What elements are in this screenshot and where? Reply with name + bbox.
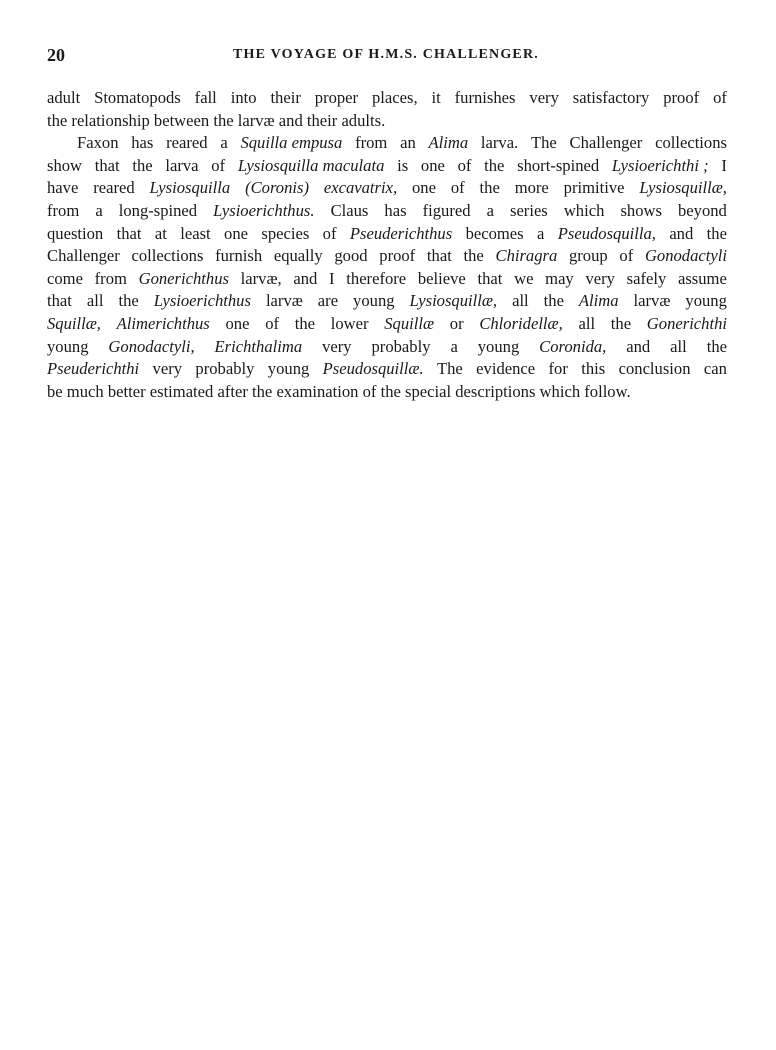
word: a	[220, 133, 228, 153]
word: of	[619, 246, 634, 266]
word: all	[578, 313, 596, 333]
word: primitive	[563, 178, 625, 198]
word: Pseudosquillæ.	[322, 359, 424, 379]
word: one	[420, 155, 445, 175]
text-line	[47, 336, 727, 359]
word: Claus	[330, 200, 369, 220]
word: Gonerichthi	[646, 313, 727, 333]
word: Lysiosquilla maculata	[237, 155, 385, 175]
text-line	[47, 223, 727, 246]
word: Pseudosquilla,	[557, 223, 656, 243]
word: that	[426, 246, 452, 266]
word: Challenger	[47, 246, 120, 266]
word: Faxon	[77, 133, 119, 153]
word: show	[47, 155, 83, 175]
word: Alimerichthus	[116, 313, 210, 333]
text-line	[47, 268, 727, 291]
word: that	[47, 291, 72, 311]
word: probably	[371, 336, 431, 356]
word: of	[450, 178, 465, 198]
word: which	[563, 200, 605, 220]
word: very	[585, 268, 615, 288]
text-line	[47, 110, 727, 133]
word: I	[329, 268, 335, 288]
word: series	[509, 200, 548, 220]
text-line	[47, 132, 727, 155]
word: Chiragra	[495, 246, 558, 266]
text-line	[47, 177, 727, 200]
word: excavatrix,	[323, 178, 398, 198]
word: and	[669, 223, 694, 243]
word: larva.	[480, 133, 519, 153]
word: Squilla empusa	[240, 133, 343, 153]
word: Gonodactyli,	[108, 336, 195, 356]
word: Alima	[428, 133, 469, 153]
word: that	[116, 223, 142, 243]
word: Coronida,	[539, 336, 607, 356]
word: and	[293, 268, 318, 288]
word: from	[355, 133, 388, 153]
word: fall	[194, 88, 217, 107]
word: lower	[330, 313, 369, 333]
word: a	[537, 223, 545, 243]
word: and	[626, 336, 651, 356]
word: very	[322, 336, 352, 356]
word: from	[47, 200, 80, 220]
word: larvæ	[265, 291, 303, 311]
word: furnishes	[454, 88, 516, 107]
text-line	[47, 87, 727, 110]
word: or	[449, 313, 464, 333]
word: good	[334, 246, 368, 266]
word: proof	[663, 88, 700, 107]
word: places,	[371, 88, 418, 107]
word: The	[530, 133, 557, 153]
word: collections	[655, 133, 727, 153]
word: Pseuderichthi	[47, 359, 140, 379]
word: evidence	[476, 359, 536, 379]
word: may	[545, 268, 574, 288]
word: reared	[166, 133, 208, 153]
word: equally	[273, 246, 323, 266]
word: safely	[626, 268, 667, 288]
word: young	[47, 336, 89, 356]
word: come	[47, 268, 83, 288]
word: are	[317, 291, 339, 311]
word: larvæ	[633, 291, 671, 311]
body-text	[47, 87, 727, 403]
word: I	[721, 155, 727, 175]
word: Lysioerichthi ;	[611, 155, 709, 175]
word: a	[450, 336, 458, 356]
word: assume	[677, 268, 727, 288]
word: Alima	[578, 291, 619, 311]
word: beyond	[677, 200, 727, 220]
word: a	[486, 200, 494, 220]
word: figured	[422, 200, 471, 220]
word: has	[384, 200, 407, 220]
text-line	[47, 155, 727, 178]
word: the	[118, 291, 139, 311]
word: (Coronis)	[245, 178, 309, 198]
word: question	[47, 223, 104, 243]
word: therefore	[346, 268, 407, 288]
word: of	[211, 155, 226, 175]
word: can	[703, 359, 727, 379]
word: Pseuderichthus	[349, 223, 453, 243]
word: one	[224, 223, 248, 243]
word: young	[477, 336, 520, 356]
word: the	[132, 155, 153, 175]
word: the	[706, 223, 727, 243]
word: Lysiosquillæ,	[639, 178, 727, 198]
word: of	[457, 155, 472, 175]
word: all	[670, 336, 687, 356]
word: the	[706, 336, 727, 356]
word: the	[610, 313, 632, 333]
text-line	[47, 200, 727, 223]
word: all	[86, 291, 104, 311]
word: an	[400, 133, 416, 153]
word: Lysioerichthus	[153, 291, 251, 311]
word: of	[713, 88, 727, 107]
word: has	[131, 133, 154, 153]
text-line	[47, 381, 727, 404]
word: collections	[131, 246, 204, 266]
word: very	[152, 359, 183, 379]
word: conclusion	[618, 359, 691, 379]
word: least	[180, 223, 211, 243]
word: have	[47, 178, 79, 198]
word: furnish	[215, 246, 263, 266]
word: the	[294, 313, 316, 333]
word: long-spined	[118, 200, 198, 220]
word: Squillæ	[384, 313, 435, 333]
word: becomes	[465, 223, 524, 243]
word: of	[265, 313, 280, 333]
word: satisfactory	[572, 88, 650, 107]
word: Challenger	[569, 133, 643, 153]
word: species	[261, 223, 310, 243]
word: Erichthalima	[214, 336, 303, 356]
text-line	[47, 290, 727, 313]
paragraph	[47, 132, 727, 403]
word: very	[529, 88, 559, 107]
text-line	[47, 358, 727, 381]
word: from	[94, 268, 127, 288]
word: Lysiosquilla	[149, 178, 231, 198]
word: young	[267, 359, 310, 379]
word: a	[95, 200, 103, 220]
word: Stomatopods	[94, 88, 181, 107]
word: more	[514, 178, 549, 198]
word: proper	[314, 88, 359, 107]
word: this	[581, 359, 606, 379]
word: the	[479, 178, 500, 198]
word: The	[436, 359, 463, 379]
word: be much better estimated after the examination of the special descriptions which follow.	[47, 381, 631, 401]
word: Squillæ,	[47, 313, 101, 333]
word: we	[514, 268, 534, 288]
word: the	[463, 246, 484, 266]
word: all	[512, 291, 529, 311]
word: it	[431, 88, 441, 107]
word: Gonodactyli	[644, 246, 727, 266]
word: young	[353, 291, 395, 311]
word: shows	[620, 200, 662, 220]
word: their	[270, 88, 301, 107]
running-title: THE VOYAGE OF H.M.S. CHALLENGER.	[233, 47, 539, 62]
text-line	[47, 313, 727, 336]
word: larvæ,	[240, 268, 282, 288]
word: the	[484, 155, 505, 175]
word: Gonerichthus	[138, 268, 229, 288]
page-header	[47, 45, 725, 69]
word: larva	[165, 155, 199, 175]
word: one	[225, 313, 250, 333]
word: into	[230, 88, 257, 107]
word: for	[548, 359, 568, 379]
page-number: 20	[47, 45, 65, 65]
word: one	[411, 178, 436, 198]
word: probably	[195, 359, 255, 379]
word: short-spined	[517, 155, 600, 175]
word: Lysioerichthus.	[213, 200, 315, 220]
word: reared	[93, 178, 135, 198]
word: that	[477, 268, 503, 288]
word: group	[568, 246, 608, 266]
word: at	[154, 223, 167, 243]
word: believe	[417, 268, 466, 288]
word: young	[685, 291, 727, 311]
word: adult	[47, 88, 81, 107]
text-line	[47, 245, 727, 268]
word: Chloridellæ,	[479, 313, 563, 333]
word: the relationship between the larvæ and their adults.	[47, 110, 386, 130]
word: is	[397, 155, 409, 175]
word: the	[543, 291, 564, 311]
word: Lysiosquillæ,	[409, 291, 498, 311]
paragraph	[47, 87, 727, 132]
word: proof	[379, 246, 416, 266]
word: that	[94, 155, 120, 175]
word: of	[322, 223, 337, 243]
